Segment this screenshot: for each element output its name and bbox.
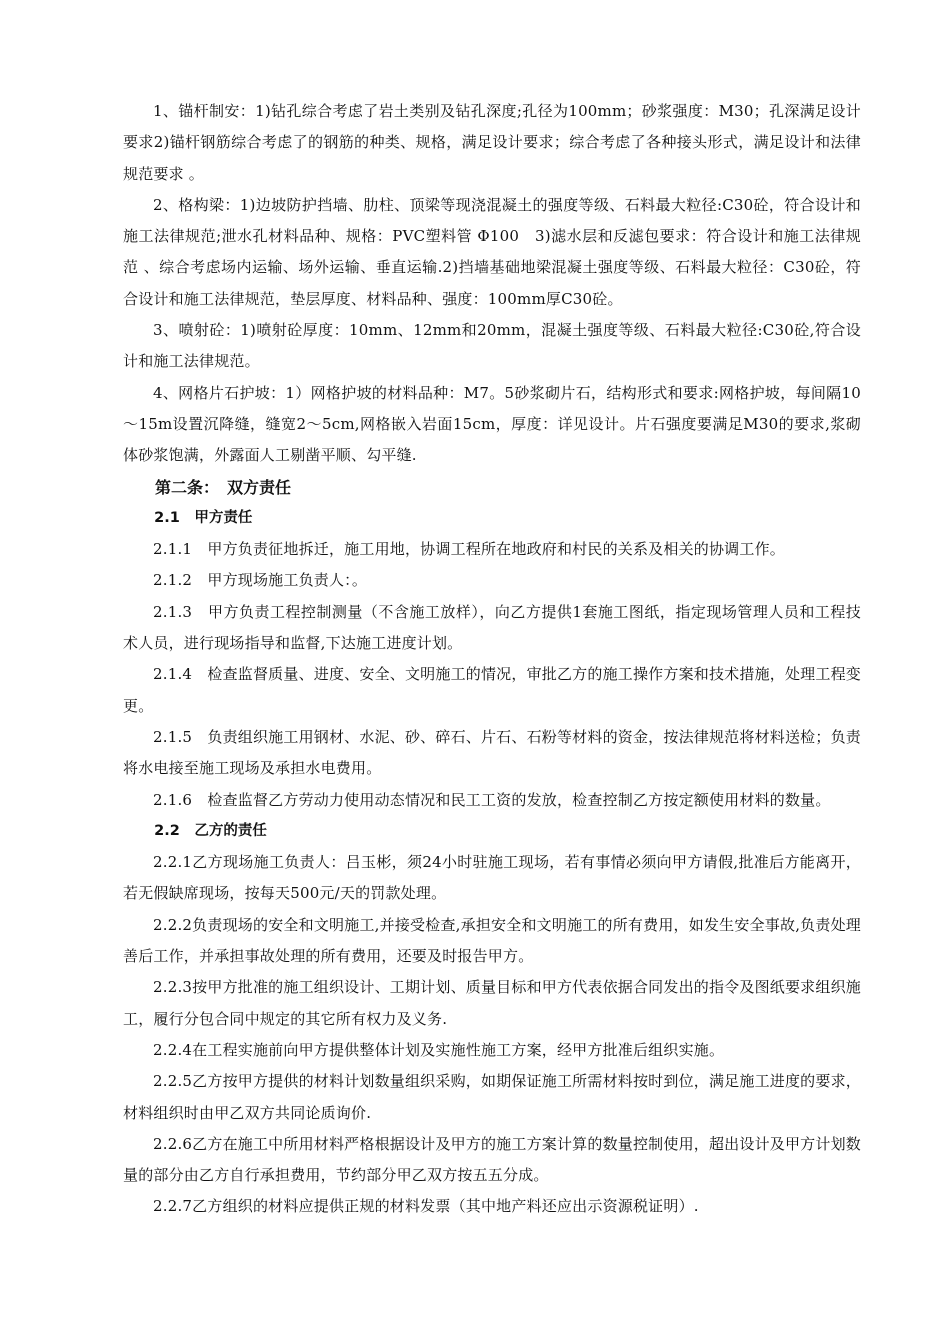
clause-2-1-4: 2.1.4 检查监督质量、进度、安全、文明施工的情况，审批乙方的施工操作方案和技术措施，处理工程变更。 — [123, 665, 861, 715]
clause-2-1-3: 2.1.3 甲方负责工程控制测量（不含施工放样），向乙方提供1套施工图纸，指定现场管理人员和工程技术人员，进行现场指导和监督,下达施工进度计划。 — [123, 602, 861, 653]
article-heading: 第二条： 双方责任 — [155, 477, 292, 497]
clause-2-2-7: 2.2.7乙方组织的材料应提供正规的材料发票（其中地产料还应出示资源税证明）. — [153, 1197, 699, 1216]
clause-2-2-1: 2.2.1乙方现场施工负责人：吕玉彬，须24小时驻施工现场，若有事情必须向甲方请假,批准后方能离开，若无假缺席现场，按每天500元/天的罚款处理。 — [123, 853, 861, 903]
clause-2-1-2: 2.1.2 甲方现场施工负责人：。 — [153, 571, 368, 590]
paragraph-lattice-beam: 2、格构梁：1)边坡防护挡墙、肋柱、顶梁等现浇混凝土的强度等级、石料最大粒径:C30砼，符合设计和施工法律规范;泄水孔材料品种、规格：PVC塑料管 Φ100 3)滤水层和反滤包要求：符合设计和施工法律规范 、综合考虑场内运输、场外运输、垂直运输.2)挡墙基础地梁混凝土强度等级、石料最大粒径：C30砼，符合设计和施工法律规范，垫层厚度、材料品种、强度：100mm厚C30砼。 — [123, 195, 861, 308]
clause-2-2-3: 2.2.3按甲方批准的施工组织设计、工期计划、质量目标和甲方代表依据合同发出的指令及图纸要求组织施工，履行分包合同中规定的其它所有权力及义务. — [123, 978, 861, 1028]
document-body — [123, 96, 861, 1223]
paragraph-grid-slope: 4、网格片石护坡：1）网格护坡的材料品种：M7。5砂浆砌片石，结构形式和要求:网格护坡，每间隔10～15m设置沉降缝，缝宽2～5cm,网格嵌入岩面15cm，厚度：详见设计。片石强度要满足M30的要求,浆砌体砂浆饱满，外露面人工剔凿平顺、勾平缝. — [123, 383, 861, 465]
clause-2-1-1: 2.1.1 甲方负责征地拆迁，施工用地，协调工程所在地政府和村民的关系及相关的协调工作。 — [153, 540, 785, 559]
clause-2-1-6: 2.1.6 检查监督乙方劳动力使用动态情况和民工工资的发放，检查控制乙方按定额使用材料的数量。 — [153, 790, 831, 809]
section-heading-party-b: 2.2 乙方的责任 — [154, 822, 267, 839]
paragraph-shotcrete: 3、喷射砼：1)喷射砼厚度：10mm、12mm和20mm，混凝土强度等级、石料最大粒径:C30砼,符合设计和施工法律规范。 — [123, 321, 861, 371]
section-heading-party-a: 2.1 甲方责任 — [154, 509, 253, 526]
clause-2-2-6: 2.2.6乙方在施工中所用材料严格根据设计及甲方的施工方案计算的数量控制使用，超出设计及甲方计划数量的部分由乙方自行承担费用，节约部分甲乙双方按五五分成。 — [123, 1134, 861, 1185]
clause-2-2-4: 2.2.4在工程实施前向甲方提供整体计划及实施性施工方案，经甲方批准后组织实施。 — [153, 1040, 725, 1059]
clause-2-2-5: 2.2.5乙方按甲方提供的材料计划数量组织采购，如期保证施工所需材料按时到位，满足施工进度的要求，材料组织时由甲乙双方共同论质询价. — [123, 1072, 861, 1122]
paragraph-anchor-installation: 1、锚杆制安：1)钻孔综合考虑了岩土类别及钻孔深度;孔径为100mm；砂浆强度：M30；孔深满足设计要求2)锚杆钢筋综合考虑了的钢筋的种类、规格，满足设计要求；综合考虑了各种接头形式，满足设计和法律规范要求 。 — [123, 102, 861, 183]
clause-2-2-2: 2.2.2负责现场的安全和文明施工,并接受检查,承担安全和文明施工的所有费用，如发生安全事故,负责处理善后工作，并承担事故处理的所有费用，还要及时报告甲方。 — [123, 915, 861, 966]
clause-2-1-5: 2.1.5 负责组织施工用钢材、水泥、砂、碎石、片石、石粉等材料的资金，按法律规范将材料送检；负责将水电接至施工现场及承担水电费用。 — [123, 727, 861, 778]
